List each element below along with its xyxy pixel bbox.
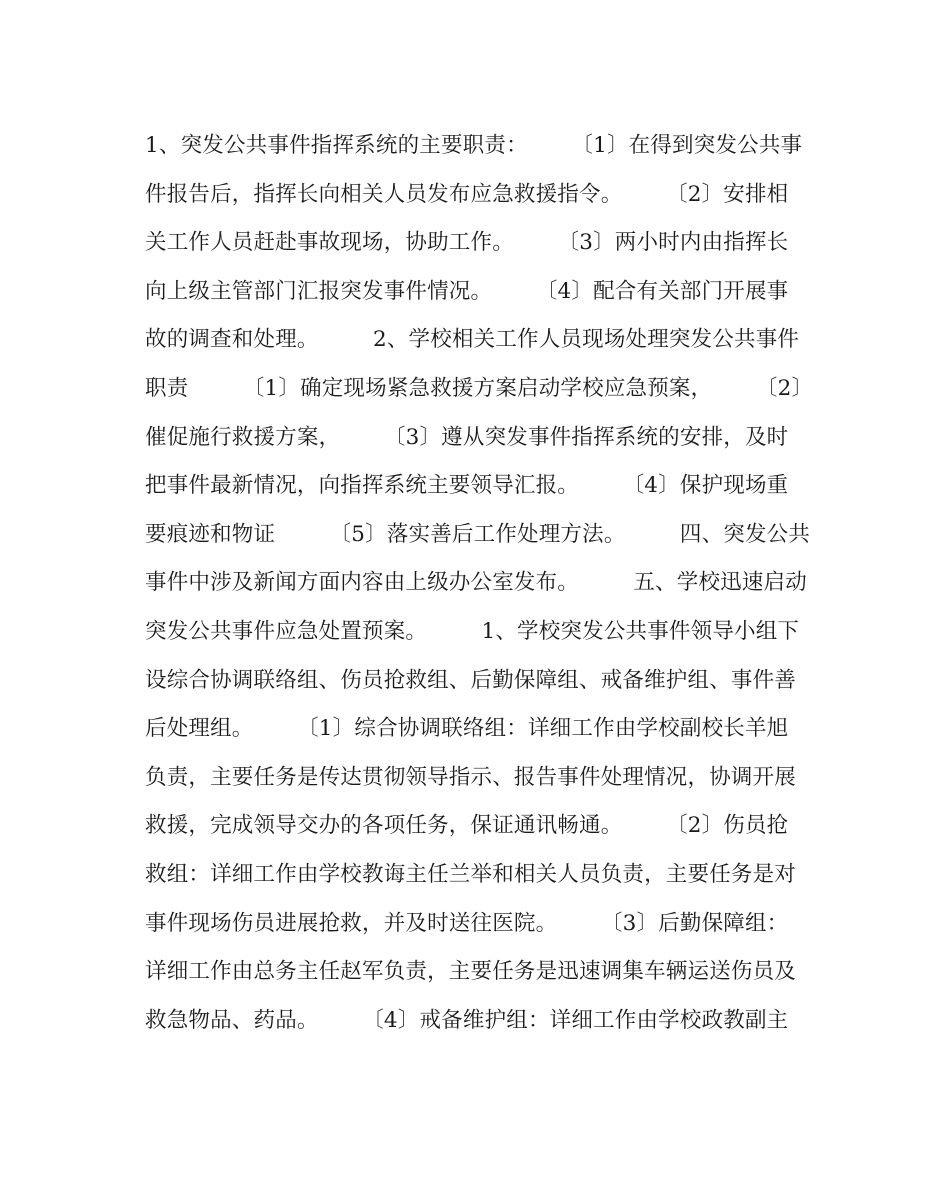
text-line-14: 负责，主要任务是传达贯彻领导指示、报告事件处理情况，协调开展 [145, 764, 797, 790]
text-line-9: 要痕迹和物证 〔5〕落实善后工作处理方法。 四、突发公共 [145, 521, 811, 547]
text-line-3: 关工作人员赶赴事故现场，协助工作。 〔3〕两小时内由指挥长 [145, 230, 789, 256]
text-line-8: 把事件最新情况，向指挥系统主要领导汇报。 〔4〕保护现场重 [145, 473, 789, 499]
text-line-12: 设综合协调联络组、伤员抢救组、后勤保障组、戒备维护组、事件善 [145, 667, 797, 693]
text-line-6: 职责 〔1〕确定现场紧急救援方案启动学校应急预案， 〔2〕 [145, 375, 814, 401]
text-line-10: 事件中涉及新闻方面内容由上级办公室发布。 五、学校迅速启动 [145, 570, 807, 596]
text-line-17: 事件现场伤员进展抢救，并及时送往医院。 〔3〕后勤保障组： [145, 910, 789, 936]
text-line-18: 详细工作由总务主任赵军负责，主要任务是迅速调集车辆运送伤员及 [145, 959, 797, 985]
text-line-5: 故的调查和处理。 2、学校相关工作人员现场处理突发公共事件 [145, 327, 800, 353]
body-paragraph [145, 122, 814, 1045]
text-line-1: 1、突发公共事件指挥系统的主要职责： 〔1〕在得到突发公共事 [145, 133, 803, 158]
text-line-7: 催促施行救援方案， 〔3〕遵从突发事件指挥系统的安排，及时 [145, 424, 789, 450]
text-line-4: 向上级主管部门汇报突发事件情况。 〔4〕配合有关部门开展事 [145, 278, 789, 304]
text-line-13: 后处理组。 〔1〕综合协调联络组：详细工作由学校副校长羊旭 [145, 716, 789, 742]
text-line-2: 件报告后，指挥长向相关人员发布应急救援指令。 〔2〕安排相 [145, 181, 789, 207]
text-line-11: 突发公共事件应急处置预案。 1、学校突发公共事件领导小组下 [145, 618, 800, 644]
text-line-16: 救组：详细工作由学校教诲主任兰举和相关人员负责，主要任务是对 [145, 861, 797, 887]
text-line-15: 救援，完成领导交办的各项任务，保证通讯畅通。 〔2〕伤员抢 [145, 813, 789, 839]
text-line-19: 救急物品、药品。 〔4〕戒备维护组：详细工作由学校政教副主 [145, 1007, 789, 1033]
